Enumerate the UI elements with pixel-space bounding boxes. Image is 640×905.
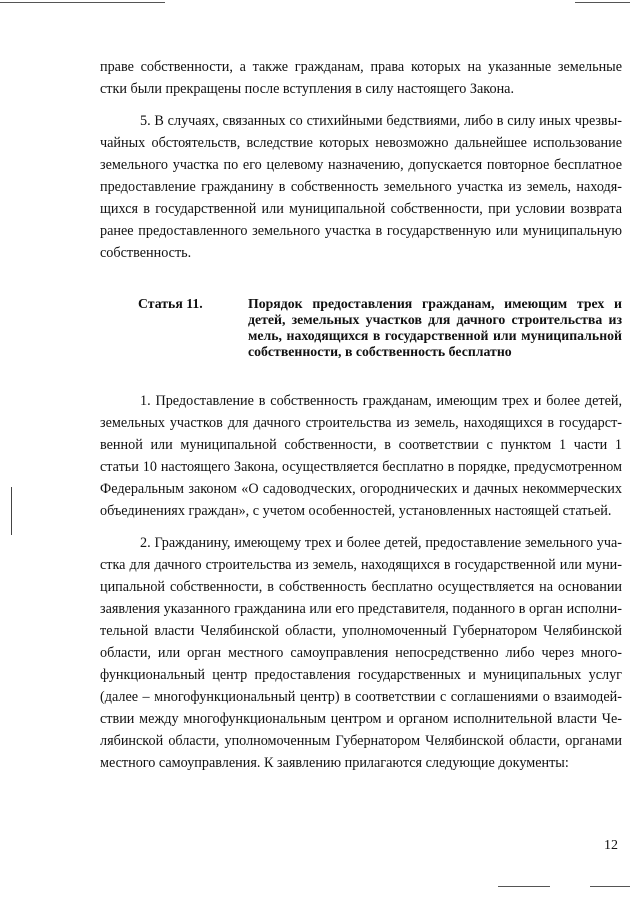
page-body [100,56,622,774]
text-line: заявления указанного гражданина или его представителя, поданного в орган исполни- [100,601,622,617]
text-line: венной или муниципальной собственности, в соответствии с пунктом 1 части 1 [100,437,622,453]
article-title-line: собственности, в собственность бесплатно [248,344,512,359]
text-line: ципальной собственности, в собственность бесплатно осуществляется на основании [100,579,622,595]
text-line: 1. Предоставление в собственность гражданам, имеющим трех и более детей, [140,393,622,409]
text-line: щихся в государственной или муниципальной собственности, при условии возврата [100,201,622,217]
article-heading [100,296,622,360]
paragraph-5 [100,110,622,264]
scan-artifact-top-line [0,2,165,3]
article-title [248,296,622,360]
text-line: 5. В случаях, связанных со стихийными бедствиями, либо в силу иных чрезвы- [140,113,622,129]
page-number: 12 [604,838,618,853]
text-line: собственность. [100,245,192,261]
margin-binding-mark [11,487,12,535]
text-line: стки были прекращены после вступления в силу настоящего Закона. [100,81,515,97]
scan-artifact-bottom-line [498,886,550,887]
item-1 [100,390,622,522]
article-number: Статья 11. [138,296,203,311]
text-line: земельного участка по его целевому назначению, допускается повторное бесплатное [100,157,622,173]
text-line: лябинской области, уполномоченным Губернатором Челябинской области, органами [100,733,622,749]
text-line: местного самоуправления. К заявлению прилагаются следующие документы: [100,755,569,771]
text-line: чайных обстоятельств, вследствие которых невозможно дальнейшее использование [100,135,622,151]
article-title-line: детей, земельных участков для дачного строительства из [248,312,622,327]
text-line: стка для дачного строительства из земель, находящихся в государственной или муни- [100,557,622,573]
text-line: области, или орган местного самоуправления непосредственно либо через много- [100,645,622,661]
text-line: объединениях граждан», с учетом особенностей, установленных настоящей статьей. [100,503,612,519]
text-line: тельной власти Челябинской области, уполномоченный Губернатором Челябинской [100,623,622,639]
text-line: Федеральным законом «О садоводческих, огороднических и дачных некоммерческих [100,481,622,497]
text-line: (далее – многофункциональный центр) в соответствии с соглашениями о взаимодей- [100,689,622,705]
text-line: предоставление гражданину в собственность земельного участка из земель, находя- [100,179,622,195]
text-line: статьи 10 настоящего Закона, осуществляется бесплатно в порядке, предусмотренном [100,459,622,475]
article-title-line: мель, находящихся в государственной или муниципальной [248,328,622,343]
paragraph-continuation [100,56,622,100]
text-line: функциональный центр предоставления государственных и муниципальных услуг [100,667,622,683]
text-line: ствии между многофункциональным центром и органом исполнительной власти Че- [100,711,622,727]
text-line: 2. Гражданину, имеющему трех и более детей, предоставление земельного уча- [140,535,622,551]
scan-artifact-top-line [575,2,630,3]
text-line: земельных участков для дачного строительства из земель, находящихся в государст- [100,415,622,431]
scan-artifact-bottom-line [590,886,630,887]
text-line: праве собственности, а также гражданам, права которых на указанные земельные [100,59,622,75]
text-line: ранее предоставленного земельного участка в государственную или муниципальную [100,223,622,239]
article-title-line: Порядок предоставления гражданам, имеющим трех и [248,296,622,311]
item-2 [100,532,622,774]
